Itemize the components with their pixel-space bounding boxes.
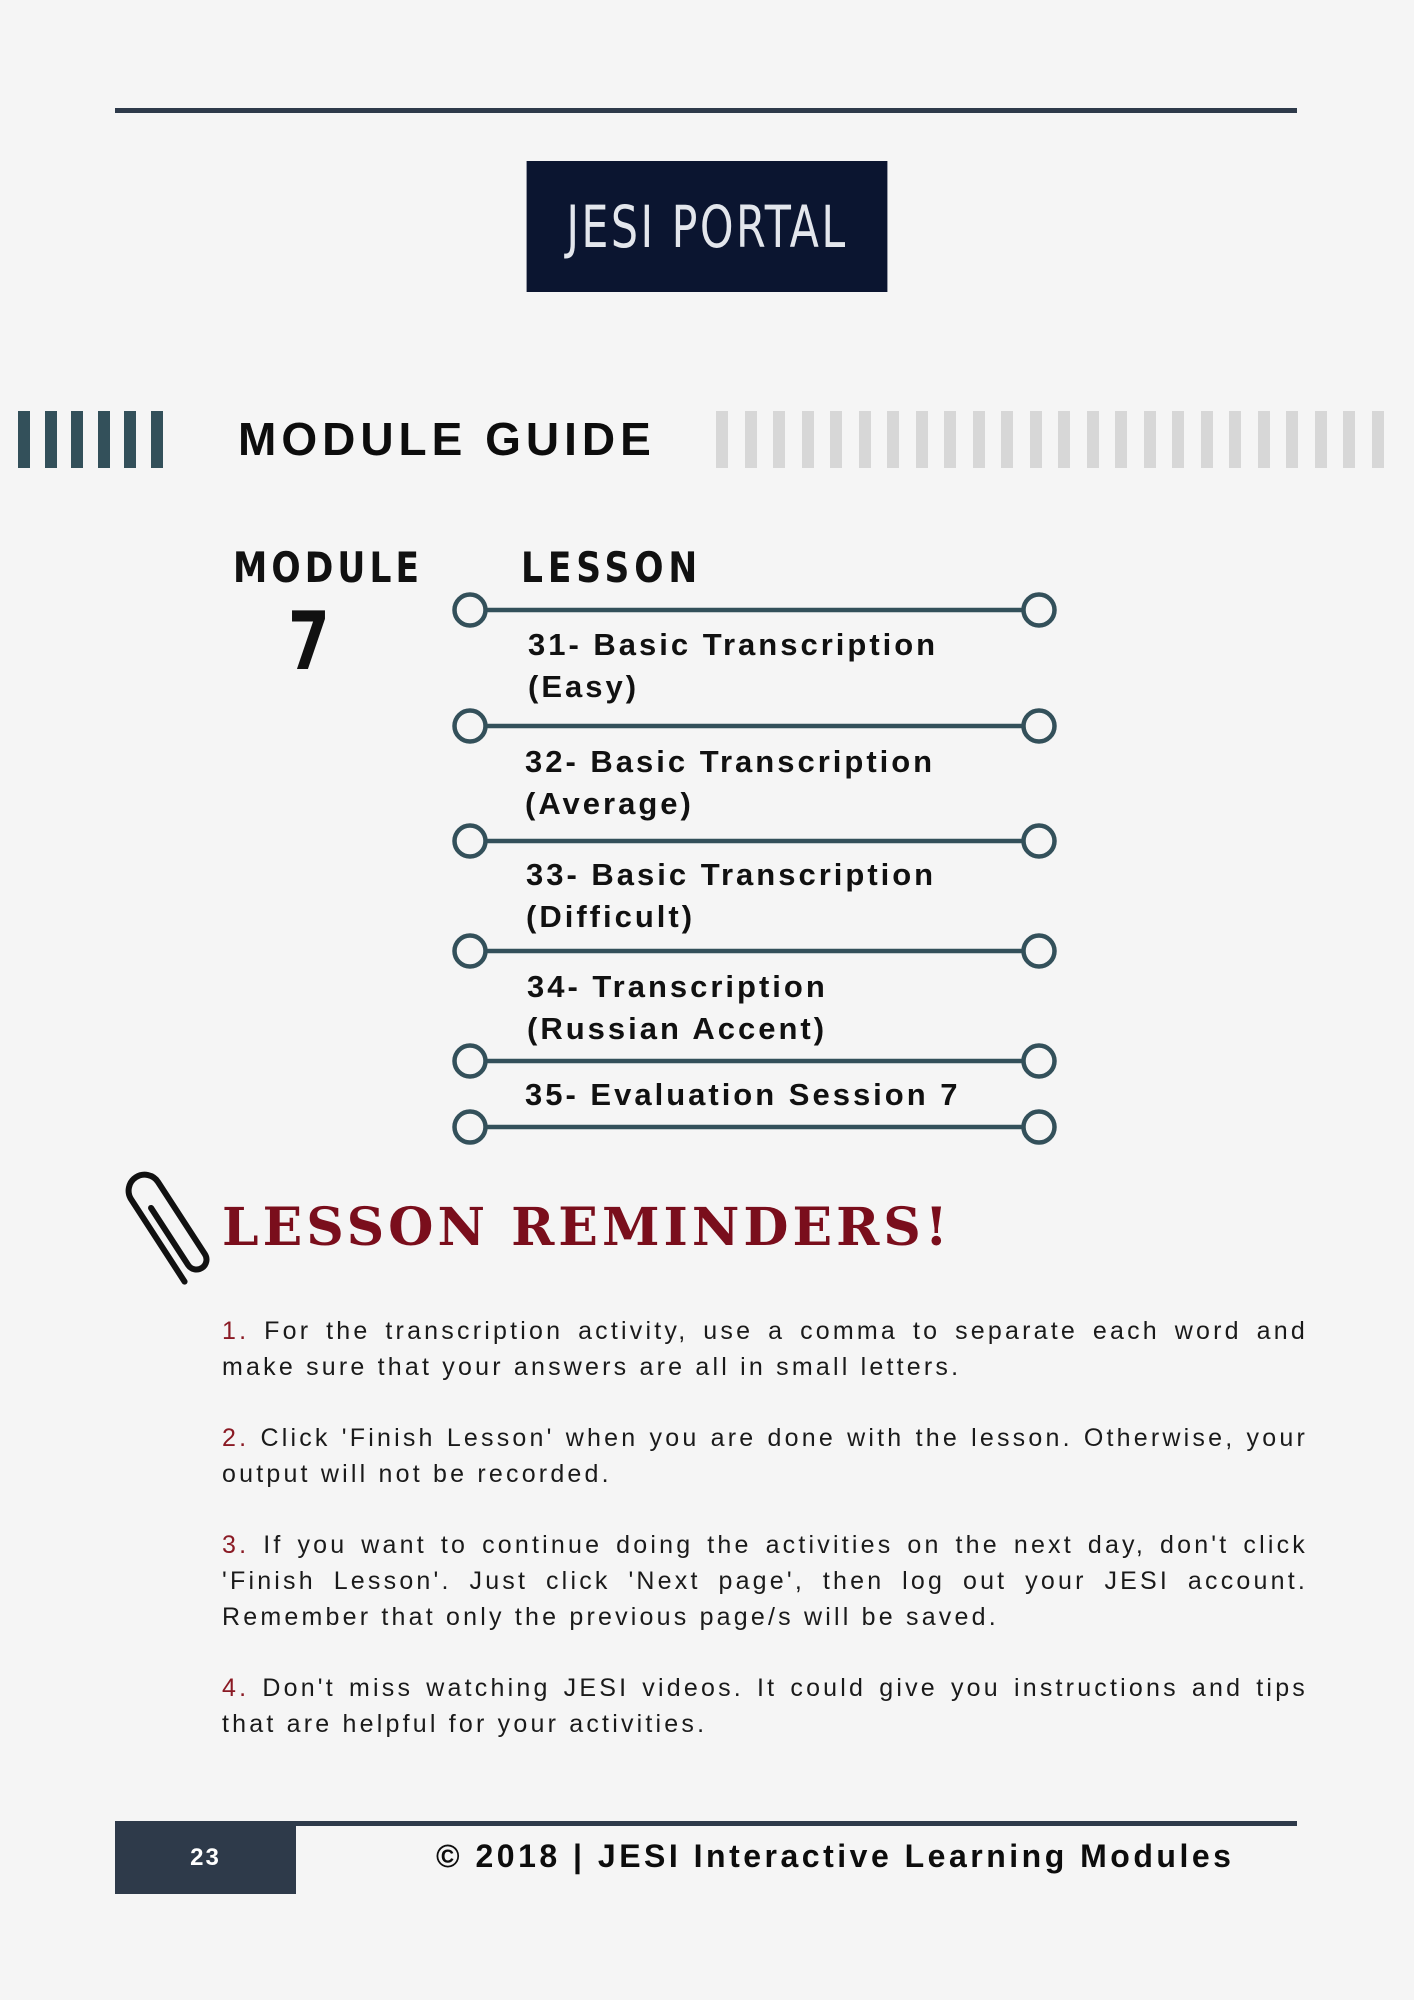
- page-number: 23: [115, 1821, 296, 1894]
- reminder-item: [222, 1420, 1308, 1492]
- reminder-text: If you want to continue doing the activities on the next day, don't click 'Finish Lesson'. Just click 'Next page', then log out your JESI account. Remember that only the previous page/s will be saved.: [222, 1531, 1308, 1631]
- lesson-item-line1: 33- Basic Transcription: [526, 857, 937, 892]
- reminder-number: 3.: [222, 1531, 250, 1559]
- reminder-text: Click 'Finish Lesson' when you are done with the lesson. Otherwise, your output will not be recorded.: [222, 1424, 1308, 1488]
- reminder-item: [222, 1527, 1308, 1635]
- lesson-item-line2: (Easy): [528, 669, 640, 704]
- reminder-item: [222, 1313, 1308, 1385]
- lesson-item: [526, 854, 936, 938]
- reminder-number: 4.: [222, 1674, 250, 1702]
- lesson-item-line2: (Russian Accent): [527, 1011, 828, 1046]
- lesson-item: [527, 966, 828, 1050]
- module-label: MODULE: [233, 543, 424, 592]
- module-number: 7: [288, 595, 330, 688]
- lesson-item-line1: 32- Basic Transcription: [525, 744, 936, 779]
- lesson-item-line2: (Difficult): [526, 899, 696, 934]
- lesson-item-line1: 31- Basic Transcription: [528, 627, 939, 662]
- reminder-number: 2.: [222, 1424, 250, 1452]
- paperclip-icon: [108, 1165, 218, 1295]
- reminder-text: Don't miss watching JESI videos. It could give you instructions and tips that are helpful for your activities.: [222, 1674, 1308, 1738]
- lesson-item: [525, 1074, 961, 1116]
- lesson-item-line2: (Average): [525, 786, 694, 821]
- lesson-item: [528, 624, 938, 708]
- reminder-number: 1.: [222, 1317, 250, 1345]
- lesson-item-line1: 35- Evaluation Session 7: [525, 1077, 961, 1112]
- reminder-text: For the transcription activity, use a comma to separate each word and make sure that your answers are all in small letters.: [222, 1317, 1308, 1381]
- reminder-item: [222, 1670, 1308, 1742]
- portal-banner: JESI PORTAL: [527, 161, 888, 292]
- lesson-label: LESSON: [521, 543, 703, 592]
- reminders-title: LESSON REMINDERS!: [222, 1197, 952, 1258]
- lesson-item-line1: 34- Transcription: [527, 969, 828, 1004]
- footer-copyright: © 2018 | JESI Interactive Learning Modules: [436, 1838, 1235, 1874]
- section-title: MODULE GUIDE: [238, 413, 656, 465]
- lesson-item: [525, 741, 935, 825]
